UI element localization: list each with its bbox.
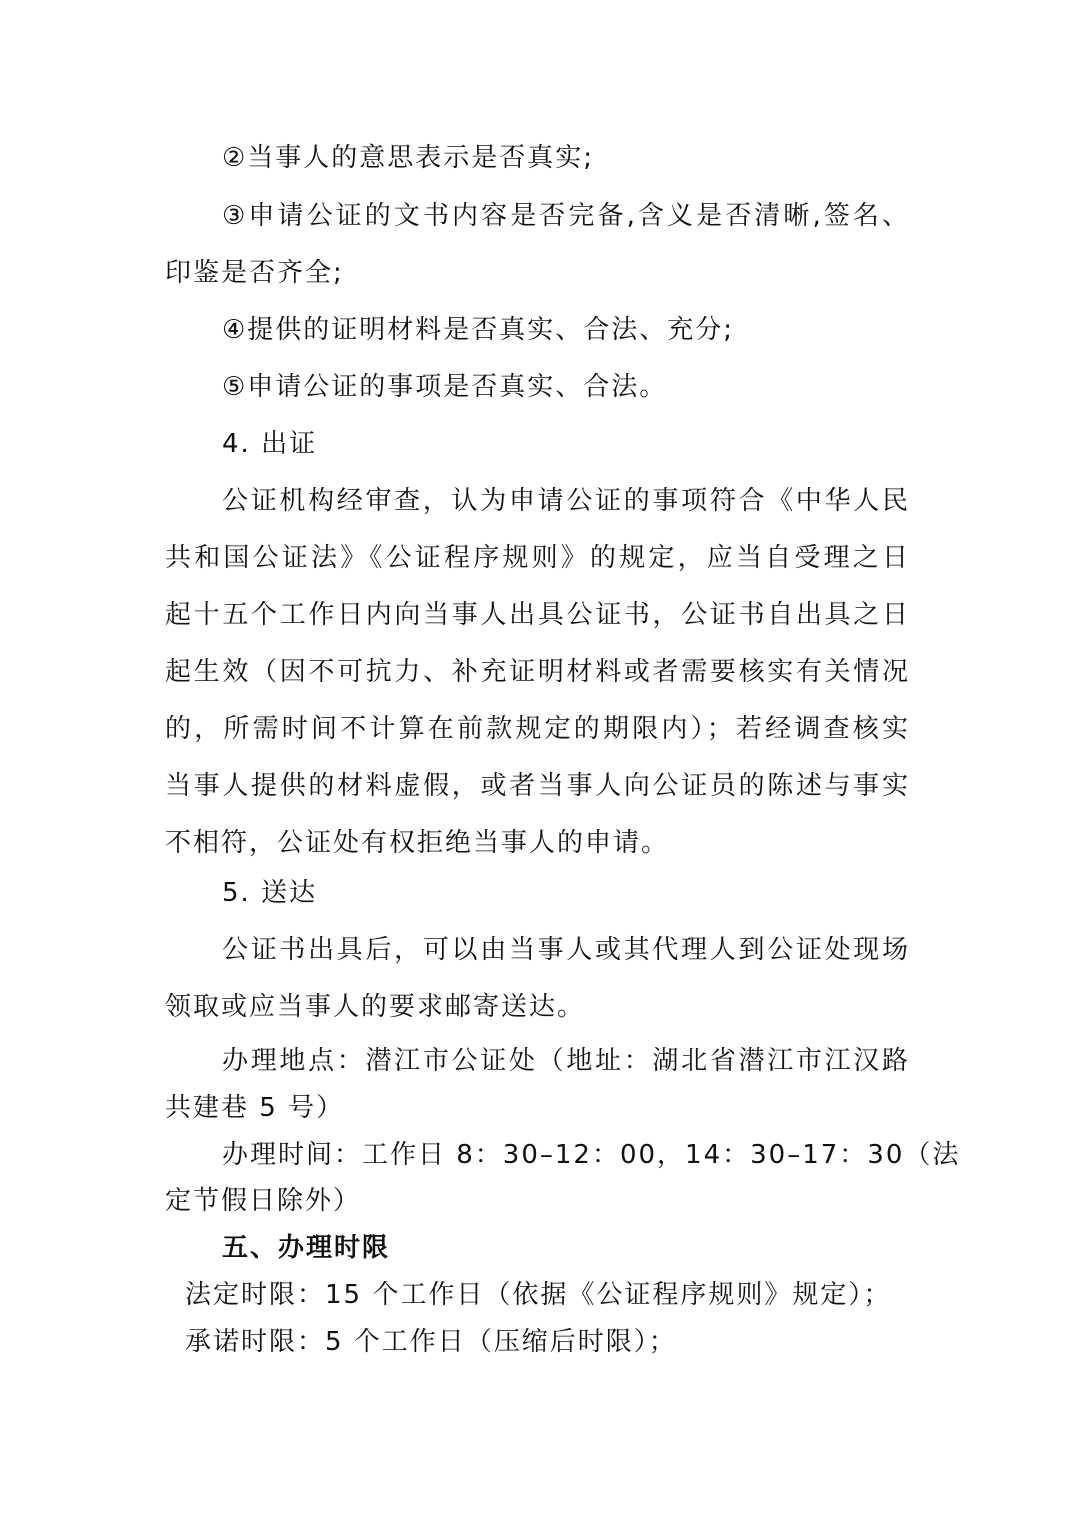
location-line: 共建巷 5 号） <box>165 1093 345 1123</box>
step5-line: 领取或应当事人的要求邮寄送达。 <box>165 992 586 1022</box>
review-item-4: ④提供的证明材料是否真实、合法、充分; <box>222 315 735 345</box>
step4-line: 共和国公证法》《公证程序规则》的规定，应当自受理之日 <box>165 543 910 573</box>
committed-limit-line: 承诺时限：5 个工作日（压缩后时限）； <box>185 1327 677 1357</box>
review-item-5: ⑤申请公证的事项是否真实、合法。 <box>222 372 668 402</box>
step4-line: 起生效（因不可抗力、补充证明材料或者需要核实有关情况 <box>165 657 910 687</box>
step5-heading: 5. 送达 <box>222 878 318 908</box>
location-line: 办理地点：潜江市公证处（地址：湖北省潜江市江汉路 <box>222 1046 910 1076</box>
step4-line: 当事人提供的材料虚假，或者当事人向公证员的陈述与事实 <box>165 771 910 801</box>
step4-line: 起十五个工作日内向当事人出具公证书，公证书自出具之日 <box>165 600 910 630</box>
step4-heading: 4. 出证 <box>222 429 318 459</box>
statutory-limit-line: 法定时限：15 个工作日（依据《公证程序规则》规定）； <box>185 1280 892 1310</box>
step4-line: 公证机构经审查，认为申请公证的事项符合《中华人民 <box>222 486 910 516</box>
hours-line: 办理时间：工作日 8：30–12：00，14：30–17：30（法 <box>222 1140 961 1170</box>
hours-line: 定节假日除外） <box>165 1186 362 1216</box>
step4-line: 不相符，公证处有权拒绝当事人的申请。 <box>165 828 670 858</box>
review-item-3-cont: 印鉴是否齐全; <box>165 258 344 288</box>
review-item-3: ③申请公证的文书内容是否完备,含义是否清晰,签名、 <box>222 201 910 231</box>
step4-line: 的，所需时间不计算在前款规定的期限内）；若经调查核实 <box>165 714 910 744</box>
section5-heading: 五、办理时限 <box>222 1233 391 1263</box>
step5-line: 公证书出具后，可以由当事人或其代理人到公证处现场 <box>222 935 910 965</box>
review-item-2: ②当事人的意思表示是否真实; <box>222 143 595 173</box>
